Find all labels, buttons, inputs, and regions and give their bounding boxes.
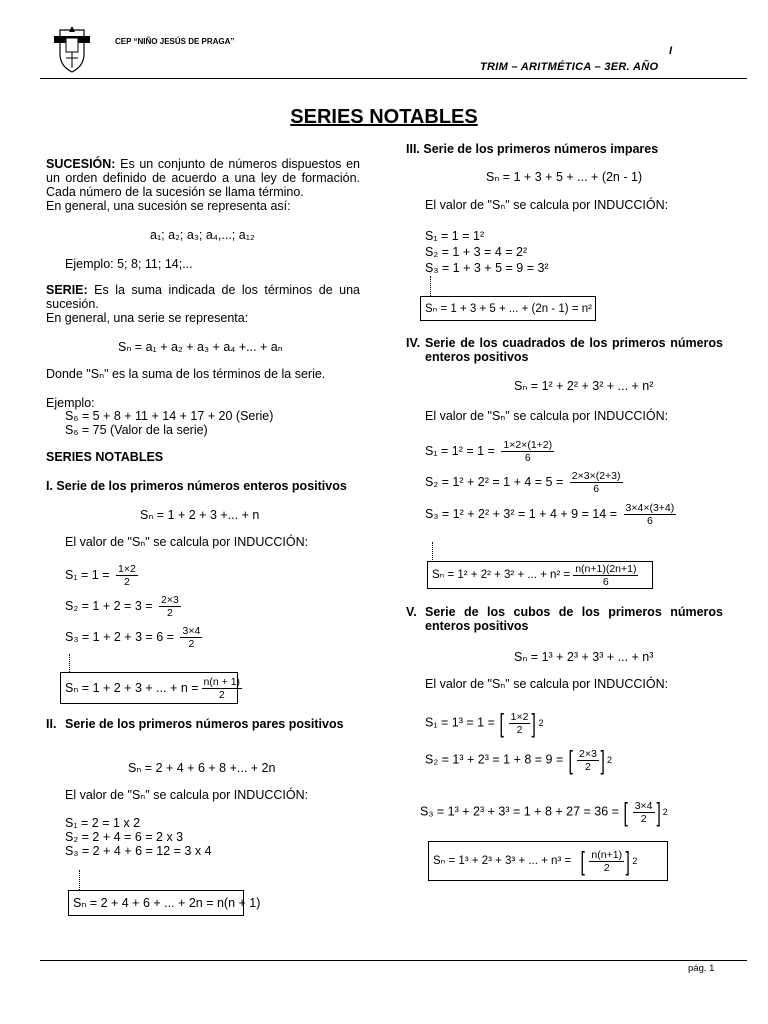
page-number: pág. 1 <box>688 963 715 974</box>
sec1-induccion: El valor de "Sₙ" se calcula por INDUCCIÓN: <box>65 535 309 549</box>
sec1-s1-fraction <box>116 563 138 588</box>
ejemplo-label: Ejemplo: <box>46 396 95 410</box>
school-crest-logo <box>52 24 92 74</box>
sucesion-text: Es un conjunto de números dispuestos en un orden definido de acuerdo a una ley de formación. Cada número de la sucesión se llama término. <box>46 157 360 199</box>
bracket-right: ] <box>531 708 537 738</box>
frac-num: 1×2 <box>510 710 529 723</box>
serie-label: SERIE: <box>46 283 88 297</box>
sec1-s3-lhs: S₃ = 1 + 2 + 3 = 6 = <box>65 629 174 644</box>
sec5-s2-lhs: S₂ = 1³ + 2³ = 1 + 8 = 9 = <box>425 752 564 767</box>
sec4-s2-lhs: S₂ = 1² + 2² = 1 + 4 = 5 = <box>425 474 564 489</box>
sec1-box-lhs: Sₙ = 1 + 2 + 3 + ... + n = <box>65 681 199 695</box>
sec2-s3: S₃ = 2 + 4 + 6 = 12 = 3 x 4 <box>65 844 212 858</box>
sec2-title: Serie de los primeros números pares positivos <box>65 717 344 731</box>
sec4-s1-lhs: S₁ = 1² = 1 = <box>425 443 495 458</box>
sec1-box-fraction <box>202 676 242 701</box>
sec5-title: Serie de los cubos de los primeros números enteros positivos <box>425 605 723 633</box>
sec3-s3: S₃ = 1 + 3 + 5 = 9 = 3² <box>425 261 549 275</box>
frac-num: 2×3 <box>161 594 179 606</box>
frac-den: 6 <box>593 483 600 495</box>
sec5-s3-fraction <box>633 800 655 825</box>
sec4-s1-fraction <box>501 439 554 464</box>
sec4-num: IV. <box>406 336 421 350</box>
bracket-left: [ <box>499 708 505 738</box>
sec3-s2: S₂ = 1 + 3 = 4 = 2² <box>425 245 528 259</box>
sec5-box-fraction <box>589 849 624 874</box>
sec1-s2-fraction <box>159 594 181 619</box>
frac-num: 1×2 <box>118 563 136 575</box>
sec4-title: Serie de los cuadrados de los primeros números enteros positivos <box>425 336 723 364</box>
frac-den: 2 <box>188 638 195 650</box>
exponent: 2 <box>607 755 613 765</box>
sec5-s3-lhs: S₃ = 1³ + 2³ + 3³ = 1 + 8 + 27 = 36 = <box>420 804 619 819</box>
sec4-box-fraction <box>573 563 638 588</box>
frac-num: 1×2×(1+2) <box>503 439 553 451</box>
sec3-result-box: Sₙ = 1 + 3 + 5 + ... + (2n - 1) = n² <box>420 296 596 321</box>
serie-text: Es la suma indicada de los términos de una sucesión. <box>46 283 360 311</box>
frac-num: 3×4×(3+4) <box>625 502 675 514</box>
sec5-result-box <box>428 841 668 881</box>
sec5-s2-bracket <box>567 747 612 773</box>
sec2-num: II. <box>46 717 57 731</box>
sec4-s3-fraction <box>624 502 677 527</box>
frac-den: 2 <box>218 688 225 701</box>
sec5-formula: Sₙ = 1³ + 2³ + 3³ + ... + n³ <box>514 650 654 664</box>
course-label: TRIM – ARITMÉTICA – 3ER. AÑO <box>480 61 659 73</box>
sec5-box-lhs: Sₙ = 1³ + 2³ + 3³ + ... + n³ = <box>433 855 572 867</box>
sec1-result-box <box>60 672 241 704</box>
dotted-connector <box>430 276 431 296</box>
frac-den: 2 <box>640 812 647 825</box>
sec2-s1: S₁ = 2 = 1 x 2 <box>65 816 141 830</box>
sec1-s2 <box>65 594 181 619</box>
frac-num: 2×3 <box>579 747 597 760</box>
sec3-induccion: El valor de "Sₙ" se calcula por INDUCCIÓN: <box>425 198 669 212</box>
sucesion-general: En general, una sucesión se representa así: <box>46 199 291 213</box>
sec4-box-lhs: Sₙ = 1² + 2² + 3² + ... + n² = <box>432 569 571 581</box>
series-notables-heading: SERIES NOTABLES <box>46 450 164 464</box>
sec2-induccion: El valor de "Sₙ" se calcula por INDUCCIÓN: <box>65 788 309 802</box>
school-name: CEP “NIÑO JESÚS DE PRAGA” <box>115 37 235 46</box>
ejemplo-serie: S₆ = 5 + 8 + 11 + 14 + 17 + 20 (Serie) <box>65 409 274 423</box>
sucesion-definition <box>46 157 360 199</box>
frac-den: 2 <box>603 861 610 874</box>
serie-definition <box>46 283 360 311</box>
frac-num: 2×3×(2+3) <box>571 470 621 482</box>
bracket-right: ] <box>655 797 661 827</box>
sucesion-formula: a₁; a₂; a₃; a₄,...; a₁₂ <box>150 228 255 242</box>
sucesion-example: Ejemplo: 5; 8; 11; 14;... <box>65 257 193 271</box>
dotted-connector <box>432 542 433 562</box>
sec1-s3-fraction <box>180 625 202 650</box>
sec5-s2-fraction <box>577 748 599 773</box>
sec5-s3-bracket <box>622 799 667 825</box>
sec4-s3 <box>425 502 676 527</box>
ejemplo-valor: S₆ = 75 (Valor de la serie) <box>65 423 208 437</box>
frac-den: 6 <box>524 452 531 464</box>
sec4-s2-fraction <box>570 470 623 495</box>
exponent: 2 <box>662 807 668 817</box>
sec1-s1 <box>65 563 138 588</box>
header-roman: I <box>669 45 673 57</box>
footer-divider <box>40 960 747 961</box>
bracket-right: ] <box>625 846 630 876</box>
frac-den: 6 <box>646 515 653 527</box>
sec1-title: I. Serie de los primeros números enteros positivos <box>46 479 347 493</box>
sec5-box-bracket <box>579 848 637 874</box>
sec5-s3 <box>420 799 668 825</box>
frac-num: n(n+1)(2n+1) <box>575 562 637 575</box>
frac-den: 2 <box>584 760 591 773</box>
sec4-induccion: El valor de "Sₙ" se calcula por INDUCCIÓN: <box>425 409 669 423</box>
frac-den: 2 <box>516 723 523 736</box>
sec2-formula: Sₙ = 2 + 4 + 6 + 8 +... + 2n <box>128 761 276 775</box>
sec2-s2: S₂ = 2 + 4 = 6 = 2 x 3 <box>65 830 184 844</box>
bracket-left: [ <box>580 846 585 876</box>
exponent: 2 <box>538 718 544 728</box>
sec5-s1-bracket <box>498 710 543 736</box>
sec5-num: V. <box>406 605 417 619</box>
bracket-right: ] <box>600 745 605 775</box>
frac-num: n(n+1) <box>591 848 623 861</box>
sec4-s1 <box>425 439 554 464</box>
dotted-connector <box>79 870 80 890</box>
bracket-left: [ <box>568 745 573 775</box>
sec5-induccion: El valor de "Sₙ" se calcula por INDUCCIÓN: <box>425 677 669 691</box>
serie-formula: Sₙ = a₁ + a₂ + a₃ + a₄ +... + aₙ <box>118 340 283 354</box>
sec4-s3-lhs: S₃ = 1² + 2² + 3² = 1 + 4 + 9 = 14 = <box>425 506 618 521</box>
page-title: SERIES NOTABLES <box>290 106 478 128</box>
sec1-s3 <box>65 625 202 650</box>
sec3-s1: S₁ = 1 = 1² <box>425 229 485 243</box>
sec2-result-box: Sₙ = 2 + 4 + 6 + ... + 2n = n(n + 1) <box>68 890 244 916</box>
sec5-s1 <box>425 710 544 736</box>
sec1-formula: Sₙ = 1 + 2 + 3 +... + n <box>140 508 260 522</box>
frac-num: 3×4 <box>634 799 653 812</box>
header-divider <box>40 78 747 79</box>
frac-num: 3×4 <box>182 625 201 637</box>
bracket-left: [ <box>623 797 629 827</box>
sec4-result-box <box>427 561 653 589</box>
sec4-s2 <box>425 470 623 495</box>
sec5-s1-fraction <box>509 711 531 736</box>
frac-den: 6 <box>602 575 609 588</box>
sec1-s1-lhs: S₁ = 1 = <box>65 567 110 582</box>
sec3-formula: Sₙ = 1 + 3 + 5 + ... + (2n - 1) <box>486 170 643 184</box>
serie-donde: Donde "Sₙ" es la suma de los términos de la serie. <box>46 367 326 381</box>
frac-den: 2 <box>167 607 173 619</box>
sec5-s1-lhs: S₁ = 1³ = 1 = <box>425 715 495 730</box>
exponent: 2 <box>632 856 638 866</box>
sec4-formula: Sₙ = 1² + 2² + 3² + ... + n² <box>514 379 654 393</box>
sec3-title: III. Serie de los primeros números impares <box>406 142 659 156</box>
sec1-s2-lhs: S₂ = 1 + 2 = 3 = <box>65 598 153 613</box>
sec5-s2 <box>425 747 612 773</box>
frac-num: n(n + 1) <box>203 675 241 688</box>
sucesion-label: SUCESIÓN: <box>46 157 116 171</box>
serie-general: En general, una serie se representa: <box>46 311 249 325</box>
dotted-connector <box>69 654 70 672</box>
frac-den: 2 <box>124 576 130 588</box>
